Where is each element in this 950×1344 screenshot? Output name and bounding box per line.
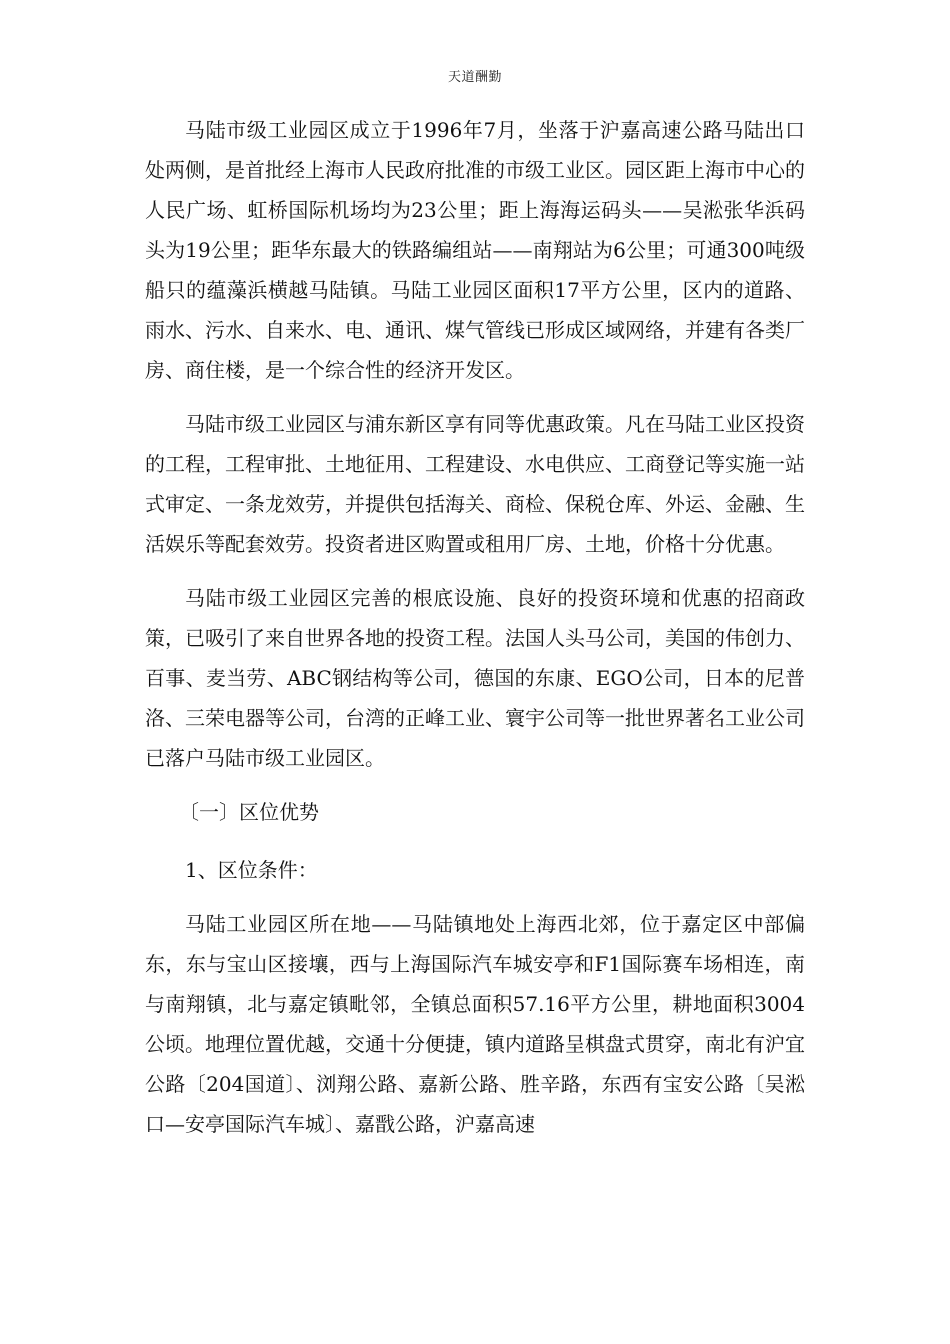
- document-body: [145, 110, 805, 1144]
- item-heading: 1、区位条件：: [185, 858, 318, 882]
- paragraph-preferential-policy: 马陆市级工业园区与浦东新区享有同等优惠政策。凡在马陆工业区投资的工程，工程审批、土地征用、工程建设、水电供应、工商登记等实施一站式审定、一条龙效劳，并提供包括海关、商检、保税仓库、外运、金融、生活娱乐等配套效劳。投资者进区购置或租用厂房、土地，价格十分优惠。: [145, 412, 805, 556]
- paragraph-park-overview: 马陆市级工业园区成立于1996年7月，坐落于沪嘉高速公路马陆出口处两侧，是首批经上海市人民政府批准的市级工业区。园区距上海市中心的人民广场、虹桥国际机场均为23公里；距上海海运码头——吴淞张华浜码头为19公里；距华东最大的铁路编组站——南翔站为6公里；可通300吨级船只的蕴藻浜横越马陆镇。马陆工业园区面积17平方公里，区内的道路、雨水、污水、自来水、电、通讯、煤气管线已形成区域网络，并建有各类厂房、商住楼，是一个综合性的经济开发区。: [145, 118, 805, 382]
- page-header: 天道酬勤: [447, 70, 502, 85]
- section-heading: 〔一〕区位优势: [179, 800, 319, 824]
- paragraph-investors: 马陆市级工业园区完善的根底设施、良好的投资环境和优惠的招商政策，已吸引了来自世界各地的投资工程。法国人头马公司，美国的伟创力、百事、麦当劳、ABC钢结构等公司，德国的东康、EGO公司，日本的尼普洛、三荣电器等公司，台湾的正峰工业、寰宇公司等一批世界著名工业公司已落户马陆市级工业园区。: [145, 586, 805, 770]
- paragraph-location: 马陆工业园区所在地——马陆镇地处上海西北郊，位于嘉定区中部偏东，东与宝山区接壤，西与上海国际汽车城安亭和F1国际赛车场相连，南与南翔镇，北与嘉定镇毗邻，全镇总面积57.16平方公里，耕地面积3004公顷。地理位置优越，交通十分便捷，镇内道路呈棋盘式贯穿，南北有沪宜公路〔204国道〕、浏翔公路、嘉新公路、胜辛路，东西有宝安公路〔吴淞口—安亭国际汽车城〕、嘉戬公路，沪嘉高速: [145, 912, 805, 1136]
